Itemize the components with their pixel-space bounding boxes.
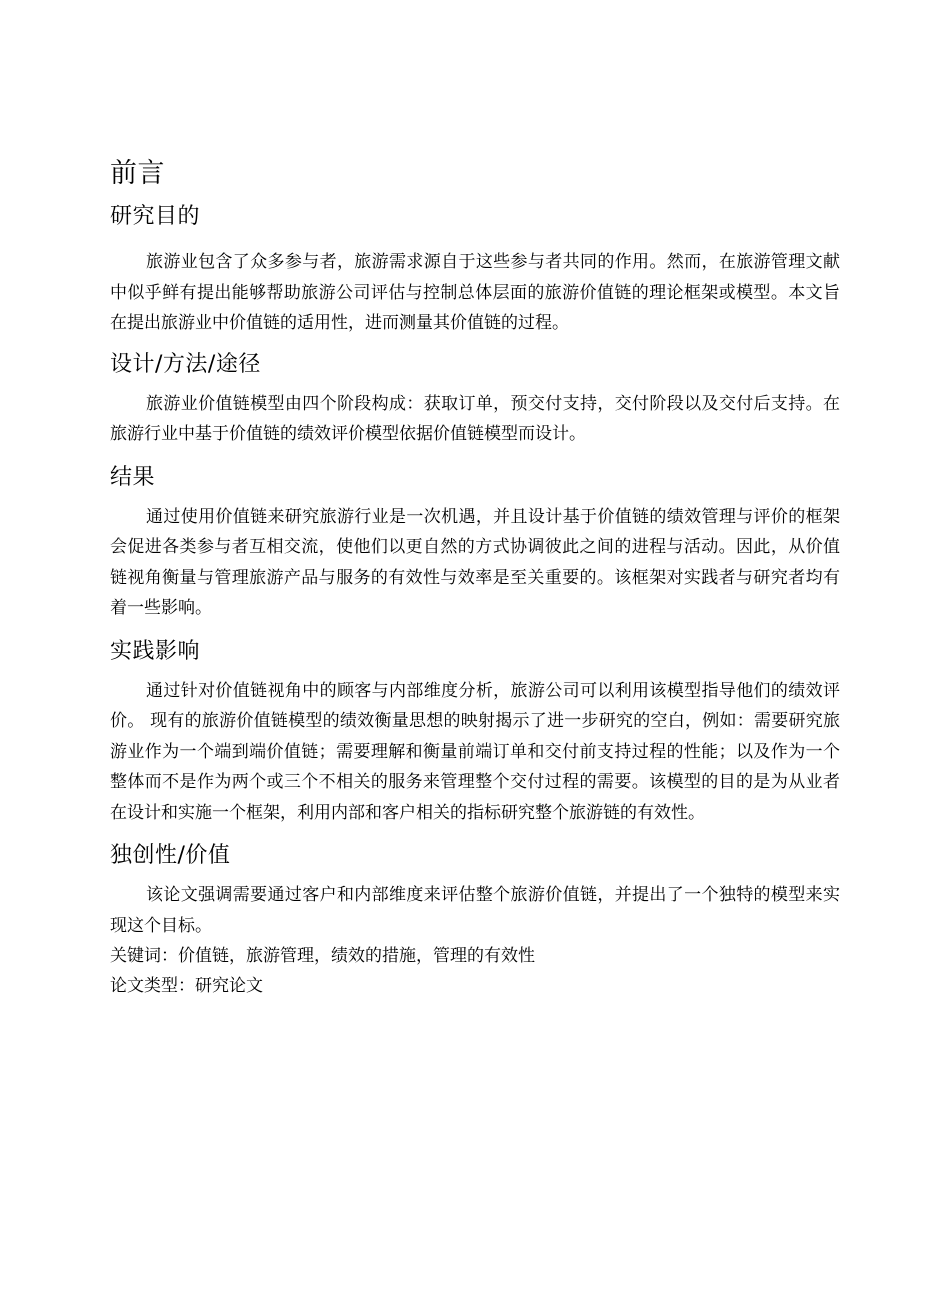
page-title: 前言 bbox=[110, 158, 165, 189]
section-body-findings: 通过使用价值链来研究旅游行业是一次机遇，并且设计基于价值链的绩效管理与评价的框架会促进各类参与者互相交流，使他们以更自然的方式协调彼此之间的进程与活动。因此，从价值链视角衡量与管理旅游产品与服务的有效性与效率是至关重要的。该框架对实践者与研究者均有着一些影响。 bbox=[110, 506, 840, 618]
section-heading-originality-value: 独创性/价值 bbox=[110, 843, 231, 868]
section-heading-practical-implications: 实践影响 bbox=[110, 638, 201, 664]
document-page bbox=[110, 155, 840, 1001]
section-body-originality-value: 该论文强调需要通过客户和内部维度来评估整个旅游价值链，并提出了一个独特的模型来实现这个目标。 bbox=[110, 885, 840, 936]
paper-type-line: 论文类型：研究论文 bbox=[110, 976, 263, 996]
section-heading-findings: 结果 bbox=[110, 464, 156, 490]
section-heading-purpose: 研究目的 bbox=[110, 204, 201, 229]
keywords-line: 关键词：价值链，旅游管理，绩效的措施，管理的有效性 bbox=[110, 946, 535, 966]
section-body-design-method: 旅游业价值链模型由四个阶段构成：获取订单，预交付支持，交付阶段以及交付后支持。在旅游行业中基于价值链的绩效评价模型依据价值链模型而设计。 bbox=[110, 393, 840, 444]
section-heading-design-method: 设计/方法/途径 bbox=[110, 351, 261, 377]
section-body-purpose: 旅游业包含了众多参与者，旅游需求源自于这些参与者共同的作用。然而，在旅游管理文献中似乎鲜有提出能够帮助旅游公司评估与控制总体层面的旅游价值链的理论框架或模型。本文旨在提出旅游业中价值链的适用性，进而测量其价值链的过程。 bbox=[110, 252, 840, 333]
section-body-practical-implications: 通过针对价值链视角中的顾客与内部维度分析，旅游公司可以利用该模型指导他们的绩效评价。 现有的旅游价值链模型的绩效衡量思想的映射揭示了进一步研究的空白，例如：需要研究旅游业作为一个端到端价值链；需要理解和衡量前端订单和交付前支持过程的性能；以及作为一个整体而不是作为两个或三个不相关的服务来管理整个交付过程的需要。该模型的目的是为从业者在设计和实施一个框架，利用内部和客户相关的指标研究整个旅游链的有效性。 bbox=[110, 680, 840, 823]
